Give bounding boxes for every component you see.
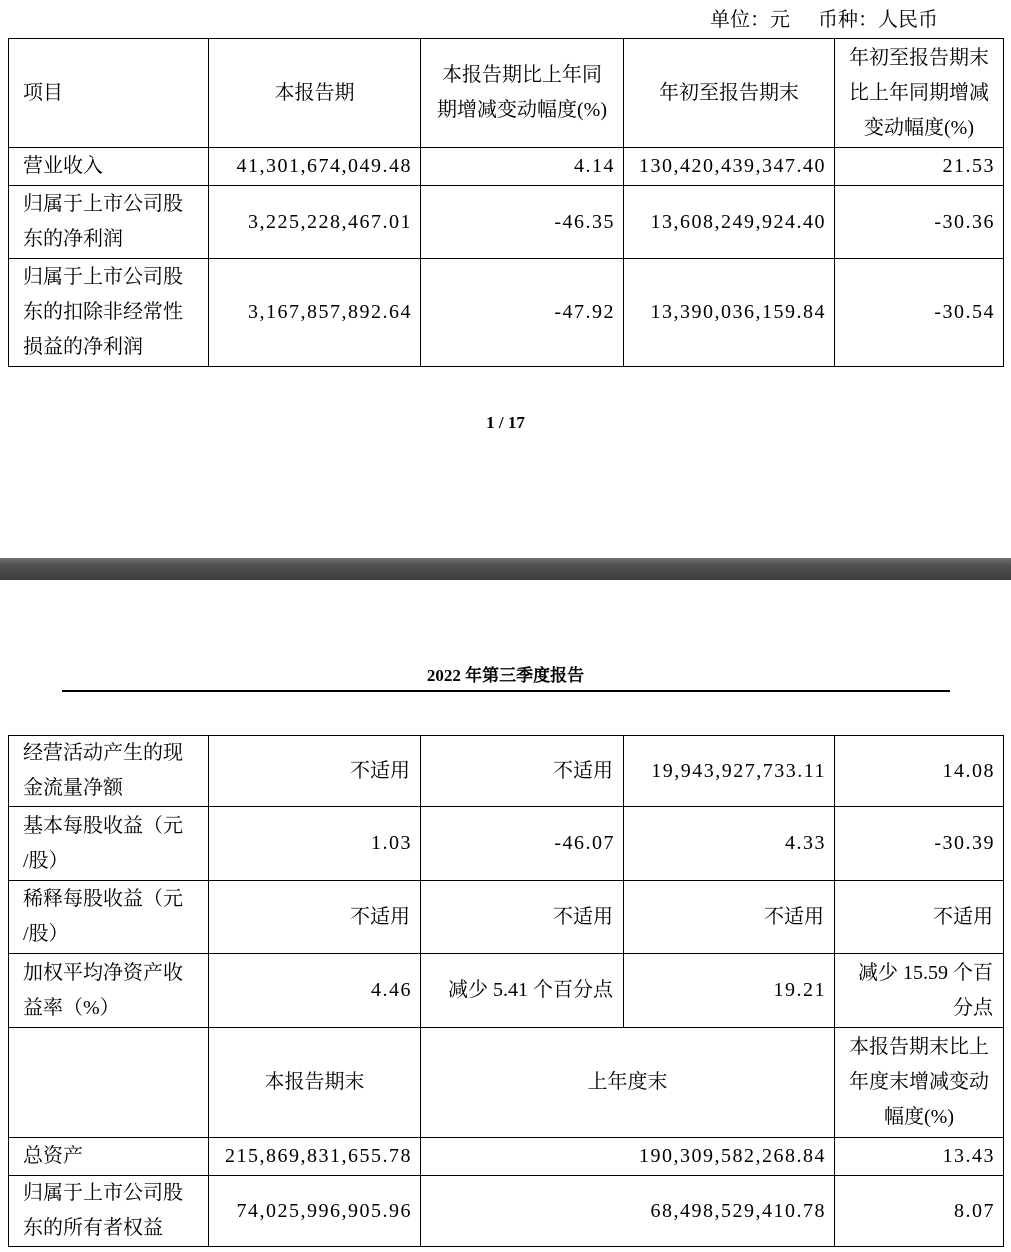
operating-revenue-year-to-date-change: 21.53	[835, 148, 1004, 186]
row-net-profit	[9, 186, 1004, 259]
diluted-eps-year-to-date: 不适用	[624, 881, 835, 954]
operating-cash-flow-current-period: 不适用	[209, 736, 421, 807]
header-year-to-date-yoy-change: 年初至报告期末比上年同期增减变动幅度(%)	[835, 39, 1004, 148]
page-number: 1 / 17	[486, 413, 525, 432]
page-separator	[0, 558, 1011, 580]
operating-cash-flow-year-to-date: 19,943,927,733.11	[624, 736, 835, 807]
header-year-to-date: 年初至报告期末	[624, 39, 835, 148]
basic-eps-label: 基本每股收益（元/股）	[9, 807, 209, 881]
diluted-eps-current-period-change: 不适用	[421, 881, 624, 954]
operating-cash-flow-year-to-date-change: 14.08	[835, 736, 1004, 807]
row-shareholders-equity	[9, 1176, 1004, 1247]
total-assets-prior-year-end: 190,309,582,268.84	[421, 1138, 835, 1176]
weighted-roe-year-to-date: 19.21	[624, 954, 835, 1028]
header-current-period: 本报告期	[209, 39, 421, 148]
basic-eps-current-period-change: -46.07	[421, 807, 624, 881]
row-operating-revenue	[9, 148, 1004, 186]
total-assets-period-end: 215,869,831,655.78	[209, 1138, 421, 1176]
shareholders-equity-prior-year-end: 68,498,529,410.78	[421, 1176, 835, 1247]
operating-revenue-current-period: 41,301,674,049.48	[209, 148, 421, 186]
header-period-end-change: 本报告期末比上年度末增减变动幅度(%)	[835, 1028, 1004, 1138]
diluted-eps-label: 稀释每股收益（元/股）	[9, 881, 209, 954]
diluted-eps-current-period: 不适用	[209, 881, 421, 954]
weighted-roe-label: 加权平均净资产收益率（%）	[9, 954, 209, 1028]
header-period-end: 本报告期末	[209, 1028, 421, 1138]
header-current-period-yoy-change: 本报告期比上年同期增减变动幅度(%)	[421, 39, 624, 148]
basic-eps-year-to-date: 4.33	[624, 807, 835, 881]
header-item: 项目	[9, 39, 209, 148]
diluted-eps-year-to-date-change: 不适用	[835, 881, 1004, 954]
title-underline	[62, 690, 950, 692]
net-profit-current-period: 3,225,228,467.01	[209, 186, 421, 259]
shareholders-equity-change: 8.07	[835, 1176, 1004, 1247]
deducted-net-profit-current-period: 3,167,857,892.64	[209, 259, 421, 367]
operating-cash-flow-current-period-change: 不适用	[421, 736, 624, 807]
row-total-assets	[9, 1138, 1004, 1176]
balance-header-blank	[9, 1028, 209, 1138]
operating-revenue-label: 营业收入	[9, 148, 209, 186]
shareholders-equity-period-end: 74,025,996,905.96	[209, 1176, 421, 1247]
header-prior-year-end: 上年度末	[421, 1028, 835, 1138]
deducted-net-profit-current-period-change: -47.92	[421, 259, 624, 367]
total-assets-change: 13.43	[835, 1138, 1004, 1176]
unit-label: 单位：元	[710, 9, 790, 31]
net-profit-year-to-date-change: -30.36	[835, 186, 1004, 259]
operating-revenue-year-to-date: 130,420,439,347.40	[624, 148, 835, 186]
total-assets-label: 总资产	[9, 1138, 209, 1176]
report-title: 2022 年第三季度报告	[426, 666, 585, 685]
deducted-net-profit-year-to-date: 13,390,036,159.84	[624, 259, 835, 367]
balance-header-row	[9, 1028, 1004, 1138]
operating-cash-flow-label: 经营活动产生的现金流量净额	[9, 736, 209, 807]
weighted-roe-current-period: 4.46	[209, 954, 421, 1028]
net-profit-label: 归属于上市公司股东的净利润	[9, 186, 209, 259]
basic-eps-year-to-date-change: -30.39	[835, 807, 1004, 881]
row-basic-eps	[9, 807, 1004, 881]
weighted-roe-current-period-change: 减少 5.41 个百分点	[421, 954, 624, 1028]
net-profit-year-to-date: 13,608,249,924.40	[624, 186, 835, 259]
row-operating-cash-flow	[9, 736, 1004, 807]
currency-label: 币种：人民币	[818, 9, 938, 31]
deducted-net-profit-label: 归属于上市公司股东的扣除非经常性损益的净利润	[9, 259, 209, 367]
deducted-net-profit-year-to-date-change: -30.54	[835, 259, 1004, 367]
row-deducted-net-profit	[9, 259, 1004, 367]
key-financial-data-table	[8, 38, 1004, 367]
table-header-row	[9, 39, 1004, 148]
shareholders-equity-label: 归属于上市公司股东的所有者权益	[9, 1176, 209, 1247]
key-financial-data-table-continued	[8, 735, 1004, 1247]
row-weighted-roe	[9, 954, 1004, 1028]
unit-currency-note	[710, 6, 938, 34]
row-diluted-eps	[9, 881, 1004, 954]
basic-eps-current-period: 1.03	[209, 807, 421, 881]
operating-revenue-current-period-change: 4.14	[421, 148, 624, 186]
weighted-roe-year-to-date-change: 减少 15.59 个百分点	[835, 954, 1004, 1028]
net-profit-current-period-change: -46.35	[421, 186, 624, 259]
